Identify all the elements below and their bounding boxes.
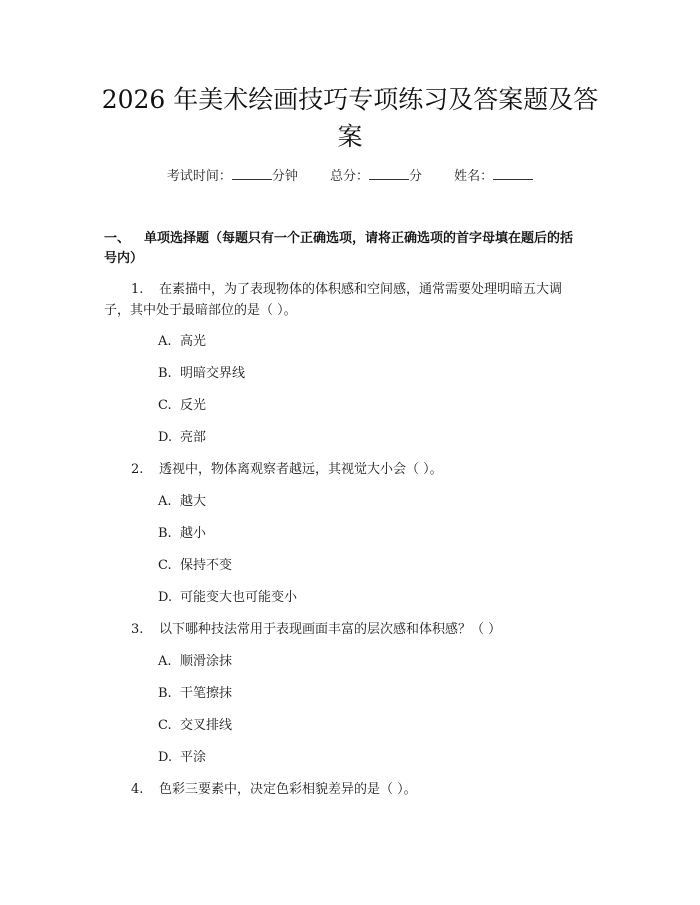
question-1-option-c[interactable] (158, 396, 206, 416)
name-label: 姓名： (454, 169, 494, 184)
question-3-option-c[interactable] (158, 716, 232, 736)
question-3-option-a[interactable] (158, 652, 232, 672)
exam-time-unit: 分钟 (271, 169, 298, 184)
option-letter: C. (158, 398, 172, 413)
section-heading-line-2 (104, 249, 604, 269)
total-score-unit: 分 (409, 169, 423, 184)
option-text: 亮部 (180, 430, 207, 445)
question-1-option-b[interactable] (158, 364, 245, 384)
option-text: 平涂 (180, 750, 207, 765)
question-1-text-line-2: 子，其中处于最暗部位的是（ ）。 (104, 303, 297, 318)
question-4-number: 4. (131, 782, 144, 797)
option-text: 干笔擦抹 (180, 686, 233, 701)
question-2-option-a[interactable] (158, 492, 206, 512)
question-2-option-c[interactable] (158, 556, 232, 576)
exam-info (0, 167, 700, 187)
option-letter: C. (158, 558, 172, 573)
option-letter: D. (158, 750, 173, 765)
option-text: 越小 (180, 526, 207, 541)
exam-time-label: 考试时间： (166, 169, 232, 184)
option-letter: A. (158, 494, 172, 509)
question-1-line-2 (104, 301, 297, 321)
question-3-line-1 (131, 620, 501, 640)
section-number: 一、 (104, 231, 131, 246)
section-title-line-2: 号内） (104, 251, 144, 266)
name-blank (493, 167, 533, 180)
option-letter: C. (158, 718, 172, 733)
question-1-option-a[interactable] (158, 332, 206, 352)
question-1-option-d[interactable] (158, 428, 206, 448)
option-text: 反光 (180, 398, 207, 413)
question-3-number: 3. (131, 622, 144, 637)
option-letter: B. (158, 366, 172, 381)
document-title-line-2: 案 (337, 122, 363, 151)
option-text: 明暗交界线 (180, 366, 246, 381)
option-text: 高光 (180, 334, 207, 349)
question-3-option-b[interactable] (158, 684, 232, 704)
option-letter: D. (158, 430, 173, 445)
option-letter: D. (158, 590, 173, 605)
question-2-option-b[interactable] (158, 524, 206, 544)
question-3-text: 以下哪种技法常用于表现画面丰富的层次感和体积感？（ ） (159, 622, 502, 637)
option-text: 顺滑涂抹 (180, 654, 233, 669)
option-text: 保持不变 (180, 558, 233, 573)
option-text: 交叉排线 (180, 718, 233, 733)
exam-time-blank (232, 167, 272, 180)
exam-time-field (167, 167, 298, 187)
option-text: 越大 (180, 494, 207, 509)
total-score-label: 总分： (329, 169, 369, 184)
option-letter: B. (158, 686, 172, 701)
question-2-text: 透视中，物体离观察者越远，其视觉大小会（ ）。 (159, 462, 443, 477)
question-4-text: 色彩三要素中，决定色彩相貌差异的是（ ）。 (159, 782, 417, 797)
question-1-text-line-1: 在素描中，为了表现物体的体积感和空间感，通常需要处理明暗五大调 (159, 282, 563, 297)
total-score-blank (369, 167, 409, 180)
option-letter: A. (158, 334, 172, 349)
total-score-field (330, 167, 422, 187)
name-field (454, 167, 533, 187)
option-letter: A. (158, 654, 172, 669)
option-text: 可能变大也可能变小 (180, 590, 298, 605)
section-title-line-1: 单项选择题（每题只有一个正确选项，请将正确选项的首字母填在题后的括 (144, 231, 574, 246)
document-title-line-1: 2026 年美术绘画技巧专项练习及答案题及答 (101, 85, 599, 114)
question-1-line-1 (131, 280, 562, 300)
option-letter: B. (158, 526, 172, 541)
question-2-line-1 (131, 460, 443, 480)
question-2-option-d[interactable] (158, 588, 297, 608)
question-2-number: 2. (131, 462, 144, 477)
question-4-line-1 (131, 780, 417, 800)
section-heading-line-1 (104, 229, 604, 249)
question-3-option-d[interactable] (158, 748, 206, 768)
question-1-number: 1. (131, 282, 144, 297)
